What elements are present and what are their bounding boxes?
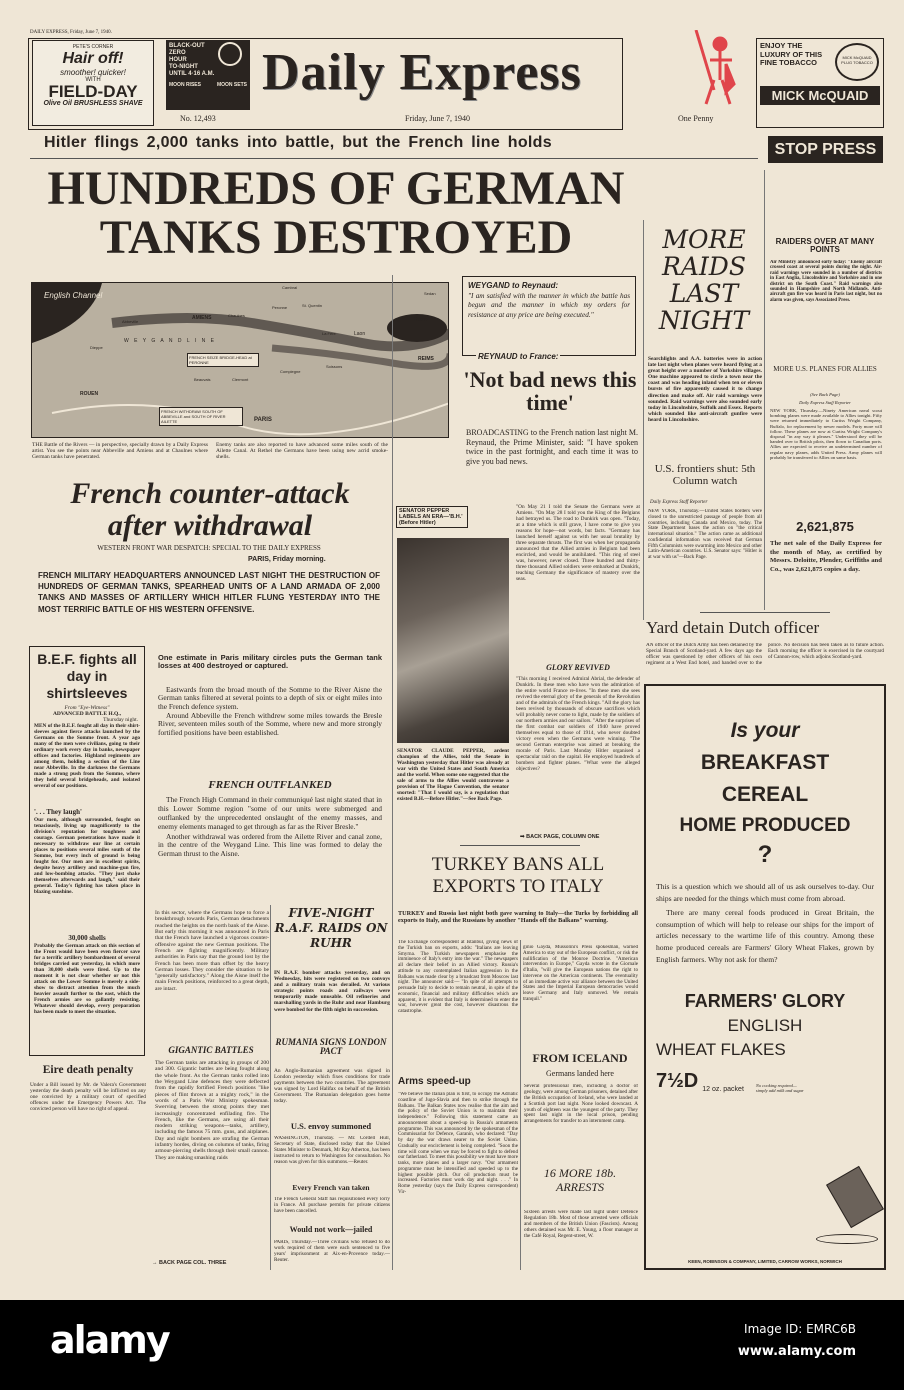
eire-headline: Eire death penalty xyxy=(42,1064,134,1076)
iceland-subhead: Germans landed here xyxy=(546,1069,614,1078)
counter-col2: The German tanks are attacking in groups of 200 and 300. Gigantic battles are being fought along the whole front. As the German tanks rolled into the Weygand Line defences they were deflected from the rapidly fortified French positions "like pieces of flint thrown at a mighty rock," in the words of a Paris War Ministry spokesman. Swerving between the strong points they met increasingly concentrated enfilading fire. The French, like the Germans, are using all their modern striking weapons—tanks, artillery, including the famous 75 mm. guns, and airplanes. Day and night bombers are strafing the German infantry hordes, diving on columns of tanks, firing armour-piercing shells through their small cannon. They are making smashing raids xyxy=(155,1060,269,1161)
reynaud-title: REYNAUD to France: xyxy=(478,352,559,361)
turkey-text2: "We believe the Italian plan is first, to occupy the Adriatic coastline of Jugo-Slavia and then to strike through the Balkans. The Balkan States now realise that the aim and the policy of the Soviet Union is to maintain their independence." Following this statement came an announcement about a speed-up in Russia's armaments programme. This was announced by the spokesman of the Commissariat for Defence, Garanin, who declared: "Day by day the war draws nearer to the Soviet Union. Gradually our encirclement is being completed. "Soon the time will come when we may be forced to fight to defend our fatherland. To meet this possibility we must have more tanks, more planes and a larger navy. "Our armament programme must be intensified and speeded up to the highest possible pitch. Our oil production must be increased. Factories must work day and night. . . ." In Rome yesterday (says the Daily Express correspondent) Vir- xyxy=(398,1092,518,1195)
reynaud-lead: BROADCASTING to the French nation last night M. Reynaud, the Prime Minister, said: "I have spoken twice in the past fortnight, and each time it was to give you bad news. xyxy=(466,428,638,466)
stock-footer xyxy=(0,1300,904,1390)
counter-p3-text: Around Abbeville the French withdrew some miles towards the Bresle River, seventeen miles south of the Somme, where new and more strongly fortified positions have been established. xyxy=(158,711,382,737)
blackout-l1: BLACK-OUT xyxy=(169,43,205,49)
battle-map xyxy=(31,282,449,438)
blackout-l3: HOUR xyxy=(169,56,187,63)
crusader-logo-icon xyxy=(690,30,738,108)
eire-text: Under a Bill issued by Mr. de Valera's Government yesterday the death penalty will be inflicted on any one convicted by a military court of specified offences under the Emergency Powers Act. The convicted person will have no right of appeal. xyxy=(30,1082,146,1113)
raf-text: IN R.A.F. bomber attacks yesterday, and on Wednesday, hits were registered on two convoys and a military train was derailed. At various strategic points roads and railways were temporarily made unusable. Oil refineries and marshalling yards in the Ruhr and near Hamburg were bombed for the fifth night in succession. xyxy=(274,970,390,1013)
cereal-ad-l2: BREAKFAST xyxy=(700,751,830,775)
raids-headline: MORE RAIDS LAST NIGHT xyxy=(658,225,750,335)
map-label: Dieppe xyxy=(90,345,103,350)
jump-label: BACK PAGE COL. THREE xyxy=(159,1260,227,1266)
counter-p2-text: Eastwards from the broad mouth of the Somme to the River Aisne the German tanks filtered at several points to a depth of six or eight miles into the French defence system. xyxy=(158,686,382,711)
cereal-ad-p2: There are many cereal foods produced in Great Britain, the consumption of which will help to release our ships for the import of articles necessary to the wartime life of this country. Among these home produced cereals are Farmers' Glory Wheat Flakes, grown by English farmers. Why not ask for them? xyxy=(656,907,874,964)
counter-col1: In this sector, where the Germans hope to force a breakthrough towards Paris, German detachments reached the heights on the north bank of the Aisne. But early this morning it was announced in Paris that the French have launched a vigorous counter-offensive against the new German positions. The French are fighting magnificently. Military authorities in Paris say that the ground lost by the French has been more than offset by the heavy German losses. They consider the situation to be "generally satisfactory." Along the Aisne itself the main French positions, reinforced to a great depth, are intact. xyxy=(155,910,269,992)
frontiers-headline: U.S. frontiers shut: 5th Column watch xyxy=(654,463,756,487)
map-label: ROUEN xyxy=(80,391,99,397)
dateline: PARIS, Friday morning. xyxy=(248,556,326,563)
bef-text2: Our men, although surrounded, fought on tenaciously, living up magnificently to the division's reputation for toughness and courage. German penetrations have made it necessary to withdraw our line at certain places to positions several miles south of the Somme, but every inch of ground is being fought for. Our men are in excellent spirits, despite heavy artillery and machine-gun fire, and low-bombing attacks. "They just shake themselves afterwards and laugh," said their general. Today's fighting has taken place in blazing sunshine. xyxy=(34,817,140,896)
map-label: Abbeville xyxy=(122,319,139,324)
bef-headline: B.E.F. fights all day in shirtsleeves xyxy=(37,651,137,701)
turkey-text3: ginio Gayda, Mussolini's Press spokesman, warned America to stay out of the European conflict, or risk the nullification of the Monroe Doctrine. "American intervention in Europe," Gayda wrote in the Giornale d'Italia, "will give the European nations the right to intervene on the American continents. The eventuality of an immediate active war alliance between the United States and the Imperial European democracies would leave Germany and Italy unmoved. We remain tranquil." xyxy=(523,945,638,1002)
gigantic-subhead: GIGANTIC BATTLES xyxy=(168,1045,254,1055)
map-label: La Fere xyxy=(322,331,336,336)
moon-sets: MOON SETS xyxy=(216,82,247,89)
issue-date: Friday, June 7, 1940 xyxy=(405,114,471,123)
main-headline-line1: HUNDREDS OF GERMAN xyxy=(47,162,625,215)
iceland-text: Several professional men, including a doctor of geology, were among German prisoners, detained after the British occupation of Iceland, who were landed at a Scottish port last night. None looked downcast. A youth of eighteen was the youngest of the party. They spent last night in the local prison, pending arrangements for transfer to an internment camp. xyxy=(524,1084,638,1125)
cereal-ad-l4: HOME PRODUCED xyxy=(679,815,851,837)
dutch-headline: Yard detain Dutch officer xyxy=(646,618,820,637)
alamy-url[interactable]: www.alamy.com xyxy=(737,1344,856,1359)
raids-text: Searchlights and A.A. batteries were in action late last night when planes were heard flying at a great height over a number of Yorkshire villages. One machine appeared to circle a town near the coast and was heading inland when ten or eleven bursts of fire apparently caused it to change direction and make off. Air raid warnings were sounded. Raid warnings were also sounded early today in Lincolnshire, Suffolk and Essex. Reports which sounded like anti-aircraft gunfire were heard in Lincolnshire. xyxy=(648,356,762,423)
pepper-label: SENATOR PEPPER LABELS AN ERA—'B.H.' (Before Hitler) xyxy=(396,506,468,528)
bef-sub1: '. . . They laugh' xyxy=(34,808,82,817)
counter-attack-headline xyxy=(30,478,390,541)
counter-p1: One estimate in Paris military circles puts the German tank losses at 400 destroyed or captured. xyxy=(158,654,382,671)
map-label: St. Quentin xyxy=(302,303,323,308)
map-label: Soissons xyxy=(326,364,343,369)
dutch-text: AN officer of the Dutch Army has been detained by the Special Branch of Scotland-yard. A few days ago the officer was questioned by other officers of his own regiment at a West End hotel, and handed over to the police. No decision has been taken as to future action. Each morning the officer is exercised in the courtyard of Cannon-row, which adjoins Scotland-yard. xyxy=(646,643,884,666)
cereal-ad-b3: WHEAT FLAKES xyxy=(656,1040,786,1060)
ad-field-day-l2: smoother! quicker! xyxy=(60,68,126,77)
map-label: AMIENS xyxy=(192,315,212,321)
dispatch-line: WESTERN FRONT WAR DESPATCH: SPECIAL TO THE DAILY EXPRESS xyxy=(97,544,321,552)
ad-field-day-l3: WITH xyxy=(85,77,101,83)
sale-text: The net sale of the Daily Express for the month of May, as certified by Messrs. Deloitte, Plender, Griffiths and Co., was 2,621,875 copies a day. xyxy=(770,540,882,574)
senator-pepper-photo xyxy=(397,538,509,743)
map-caption-left: THE Battle of the Rivers — in perspective, specially drawn by a Daily Express artist. You see the points near Abbeville and Amiens and at Chaulnes where German tanks have penetrated. xyxy=(32,442,208,461)
counter-p4-text: The French High Command in their communiqué last night stated that in this Lower Somme region "some of our units were submerged and outflanked by the unprecedented onslaught of the enemy masses, and enemy elements managed to get through as far as the River Bresle." xyxy=(158,796,382,831)
map-label: Chaulnes xyxy=(228,313,245,318)
map-callout: FRENCH WITHDRAW SOUTH OF ABBEVILLE and SOUTH OF RIVER AILETTE xyxy=(159,407,243,426)
weygand-quote: "I am satisfied with the manner in which the battle has begun and the manner in which my orders for resistance at any price are being executed." xyxy=(468,292,630,319)
reynaud-jump[interactable]: ➡ BACK PAGE, COLUMN ONE xyxy=(520,834,600,840)
counter-lead: FRENCH MILITARY HEADQUARTERS ANNOUNCED LAST NIGHT THE DESTRUCTION OF HUNDREDS OF GERMAN TANKS, SPEARHEAD UNITS OF A LAND ARMADA OF 2,000 TANKS AND MASSES OF ARTILLERY WHICH HITLER FLUNG YESTERDAY INTO THE MOST TERRIFIC BATTLE OF HIS WESTERN OFFENSIVE. xyxy=(38,571,380,614)
arrests-headline: 16 MORE 18b. ARRESTS xyxy=(543,1166,617,1195)
jailed-headline: Would not work—jailed xyxy=(289,1225,373,1234)
back-page-jump[interactable]: → BACK PAGE COL. THREE xyxy=(152,1260,227,1266)
outflanked-subhead: FRENCH OUTFLANKED xyxy=(208,779,332,791)
arrests-text: Sixteen arrests were made last night under Defence Regulation 18b. Most of those arrested were officials and members of the British Union (Fascists). Among others detained was Mr. E. Young, a floor manager at the Café Royal, Regent-street, W. xyxy=(524,1210,638,1239)
bef-text: MEN of the B.E.F. fought all day in their shirt-sleeves against fierce attacks launched by the Germans on the Somme front. A year ago many of the men were civilians, going to their ordinary work every day in banks, newspaper offices and factories. Highland regiments are among them, holding a section of the Line near Abbeville. In the darkness the Germans made a strong push from the Somme, where they held several bridgeheads, and isolated several of our positions. xyxy=(34,723,140,790)
counter-p4 xyxy=(158,796,382,904)
stop-press-text: Air Ministry announced early today: "Enemy aircraft crossed coast at several points during the night. Air-raid warnings were sounded in a number of districts in East Anglia, Lincolnshire and Yorkshire and in one district on the South Coast." Raid warnings also sounded in Hampshire and North Midlands. Anti-aircraft gun fire was heard in Paris last night, but no alarm was given, says Associated Press. xyxy=(770,260,882,303)
strap-headline: Hitler flings 2,000 tanks into battle, but the French line holds xyxy=(44,134,552,151)
ad-mick-mcquaid xyxy=(756,38,884,128)
cereal-ad-price: 7½D xyxy=(656,1070,699,1093)
bef-sub2: 30,000 shells xyxy=(68,934,106,943)
cereal-ad-l3: CEREAL xyxy=(721,783,809,807)
ad-mcq-l3: FINE TOBACCO xyxy=(760,58,817,68)
reynaud-jump-label: BACK PAGE, COLUMN ONE xyxy=(526,834,600,840)
planes-headline: MORE U.S. PLANES FOR ALLIES xyxy=(773,365,877,373)
stop-press-headline: RAIDERS OVER AT MANY POINTS xyxy=(775,237,875,255)
cereal-box-icon xyxy=(826,1166,884,1228)
cereal-ad-brand: FARMERS' GLORY xyxy=(684,990,846,1011)
map-caption-right: Enemy tanks are also reported to have advanced some miles south of the Ailette Canal. At Rethel the Germans have been using new acrid smoke-shells. xyxy=(216,442,388,461)
rumania-text: An Anglo-Rumanian agreement was signed in London yesterday which fixes conditions for trade payments between the two countries. The agreement was signed by Lord Halifax on behalf of the British Government. The Rumanian delegation goes home today. xyxy=(274,1068,390,1105)
cereal-ad-p1: This is a question which we should all of us ask ourselves to-day. Our ships are needed for the things which must come from abroad. xyxy=(656,882,874,904)
planes-see: (See Back Page) xyxy=(810,392,840,397)
van-text: The French General Staff has requisitioned every lorry in France. All purchase permits for private citizens have been cancelled. xyxy=(274,1197,390,1214)
blackout-box xyxy=(166,40,250,110)
turkey-lead: TURKEY and Russia last night both gave warning to Italy—the Turks by forbidding all exports to Italy, and the Russians by another "Hands off the Balkans" warning. xyxy=(398,910,638,924)
map-label: REIMS xyxy=(418,356,434,362)
blackout-l4: TO-NIGHT xyxy=(169,63,198,70)
moon-rises: MOON RISES xyxy=(169,82,201,89)
bef-box xyxy=(29,646,145,1056)
image-id: Image ID: EMRC6B xyxy=(744,1322,856,1336)
map-label: Compiegne xyxy=(280,369,301,374)
arms-subhead: Arms speed-up xyxy=(398,1076,471,1087)
map-label: Sedan xyxy=(424,291,436,296)
planes-byline: Daily Express Staff Reporter xyxy=(799,400,851,405)
ad-field-day-brand: FIELD-DAY xyxy=(48,82,138,101)
ad-mcq-brand: MICK McQUAID xyxy=(760,86,880,105)
reynaud-text: "On May 21 I told the Senate the Germans were at Amiens. "On May 28 I told you the King of the Belgians had betrayed us. The road to Dunkirk was open. "Today, at a time which is still grave, I have come to give you reasons for hope—not words, but facts. "Germany has launched herself against us with her usual brutality by three separate thrusts. The first was when her propaganda announced that the Allied armies in Belgium had been encircled, and would be annihilated. "This ring of steel was, however, never closed. Three hundred and thirty-three thousand Allied soldiers were embarked at Dunkirk, teaching Germany the significance of mastery over the seas. xyxy=(516,504,640,582)
blackout-l2: ZERO xyxy=(169,49,186,56)
frontiers-text: NEW YORK, Thursday.—United States borders were closed to the unrestricted passage of people from all countries, including Canada and Mexico, today. The State Department bases the action on "the critical international situation." The action came as additional confidential information was received that German Fifth Columnists were swarming into Mexico and other Latin-American countries. U.S. Senator says: "Hitler is at war with us"—Back Page. xyxy=(648,509,762,560)
reynaud-headline: 'Not bad news this time' xyxy=(463,367,637,416)
cereal-ad-note: No cooking required—simply add milk and sugar xyxy=(755,1083,804,1094)
map-label: PARIS xyxy=(254,417,272,423)
map-callout: FRENCH SEIZE BRIDGE-HEAD at PERONNE xyxy=(187,353,259,367)
main-headline-line2: TANKS DESTROYED xyxy=(99,211,573,265)
van-headline: Every French van taken xyxy=(292,1183,370,1192)
tobacco-tin-icon: MICK McQUAID PLUG TOBACCO xyxy=(835,43,879,81)
cereal-ad xyxy=(644,684,886,1270)
sale-figure: 2,621,875 xyxy=(796,519,854,534)
map-label: Peronne xyxy=(272,305,288,310)
main-headline xyxy=(30,164,642,263)
ad-mcq-l1: ENJOY THE xyxy=(760,41,803,50)
bef-from: From "Eye-Witness" xyxy=(64,705,110,712)
glory-subhead: GLORY REVIVED xyxy=(546,663,610,672)
issue-price: One Penny xyxy=(678,114,714,123)
issue-number: No. 12,493 xyxy=(180,114,216,123)
counter-p5-text: Another withdrawal was ordered from the Ailette River and canal zone, in the centre of the Weygand Line. This line was formed to delay the German thrust to the Aisne. xyxy=(158,831,382,859)
map-label: Beauvais xyxy=(194,377,211,382)
cereal-bowl-icon xyxy=(816,1234,878,1244)
turkey-text: The Exchange correspondent at Istanbul, giving news of the Turkish ban on exports, adds: "Italians are leaving Smyrna. The Turkish newspapers emphasise the imminence of Italy's entry into the war." The newspapers all declare their belief in an Allied victory. Russia's attitude to any contemplated Italian aggression in the Balkans was made clear by a broadcast from Moscow last night. The announcer said:— "In spite of all attempts to persuade Italy to decide to remain neutral, in spite of the economic, financial and military difficulties which are apparent, it is evident that Italy is determined to enter the war, however great the cost, however disastrous the catastrophe. xyxy=(398,940,518,1014)
bef-text3: Probably the German attack on this section of the Front would have been even fiercer save for a terrific artillery bombardment of several bridges carried out yesterday, in which more than 30,000 shells were fired. Up to the moment it is not clear whether or not this attack on the Lower Somme is merely a side-show to distract attention from the much heavier assault further to the east, which the French armies are so gallantly resisting. Whatever should develop, every preparation has been made to meet the situation. xyxy=(34,942,140,1015)
weygand-title: WEYGAND to Reynaud: xyxy=(468,281,559,290)
envoy-headline: U.S. envoy summoned xyxy=(290,1121,372,1131)
envoy-text: WASHINGTON, Thursday. — Mr. Cordell Hull, Secretary of State, disclosed today that the United States Minister to Denmark, Mr Ray Atherton, has been instructed to return to Washington for consultation. No reason was given for this summons.—Reuter. xyxy=(274,1136,390,1165)
counter-headline-2: after withdrawal xyxy=(107,508,313,542)
map-label: Laon xyxy=(354,331,366,337)
ad-field-day-tag: Olive Oil BRUSHLESS SHAVE xyxy=(43,100,143,107)
map-label: Clermont xyxy=(232,377,249,382)
counter-headline-1: French counter-attack xyxy=(70,477,350,510)
ad-field-day-top: PETE'S CORNER xyxy=(72,44,114,50)
folio: DAILY EXPRESS, Friday, June 7, 1940. xyxy=(30,30,112,35)
turkey-headline: TURKEY BANS ALL EXPORTS TO ITALY xyxy=(431,854,605,897)
cereal-ad-l5: ? xyxy=(757,841,773,869)
weygand-quote-box xyxy=(462,276,636,356)
cereal-ad-l1: Is your xyxy=(730,719,800,742)
reynaud-text2: "This morning I received Admiral Abrial, the defender of Dunkirk. In these men who have won the admiration of the entire world France re-lives. "In these men she sees revived the eternal glory of the generals of the Revolution and of the admirals of the French kings. "All the glory has been revived by thousands of obscure sacrifices which will probably never come to light, made by the soldiers of our northern armies and our sailors. "After the surprises of the first combat our soldiers of 1940 have proved themselves equal to those of 1914, who never doubted victory even when the Germans were winning. "The second German enterprise was aimed at breaking the morale of Paris. Last Monday Hitler organised a spectacular raid on the capital. He employed hundreds of bombers and fighter planes. "What were the alleged objectives? xyxy=(516,676,640,772)
stop-press-banner: STOP PRESS xyxy=(768,136,883,163)
bef-day: Thursday night. xyxy=(103,717,138,724)
map-label: English Channel xyxy=(44,291,103,300)
ad-field-day xyxy=(32,40,154,126)
cereal-ad-b2: ENGLISH xyxy=(727,1015,803,1035)
map-label: W E Y G A N D L I N E xyxy=(124,338,216,344)
frontiers-byline: Daily Express Staff Reporter xyxy=(650,500,708,505)
map-label: Cambrai xyxy=(282,285,298,290)
ad-mcq-l2: LUXURY OF THIS xyxy=(760,49,823,59)
pepper-caption: SENATOR CLAUDE PEPPER, ardent champion of the Allies, told the Senate in Washington yesterday that Hitler was already at war with the United States and South America and the world. When some one suggested that the sale of arms to the Allies would contravene a provision of The Hague Convention, the senator snorted: "That I would say, is a regulation that existed B.H.—Before Hitler."—See Back Page. xyxy=(397,748,509,802)
iceland-headline: FROM ICELAND xyxy=(532,1051,628,1065)
raf-headline: FIVE-NIGHT R.A.F. RAIDS ON RUHR xyxy=(274,906,388,950)
masthead-title: Daily Express xyxy=(262,44,582,101)
blackout-l5: UNTIL 4·16 A.M. xyxy=(169,70,215,77)
map-label: Rethel xyxy=(414,317,429,323)
planes-text: NEW YORK, Thursday.—Ninety American naval scout bombing planes were made available to Allies tonight. Fifty were returned immediately to Curtiss Wright Company, Buffalo, for replacement by newer models. Forty more will follow. These planes are now at Curtiss Wright Company's disposal "in any way it pleases." Understood they will be handed over to British pilots, then flown to Canadian ports. Allies are expected to receive an undetermined number of regular navy planes, adds United Press. Army planes will probably be transferred to Allies on same basis. xyxy=(770,408,882,460)
alamy-logo: alamy xyxy=(50,1318,169,1362)
clock-icon xyxy=(218,42,242,66)
counter-p2 xyxy=(158,686,382,776)
cereal-ad-size: 12 oz. packet xyxy=(702,1086,744,1094)
ad-field-day-l1: Hair off! xyxy=(62,50,124,67)
bef-hq: ADVANCED BATTLE H.Q., xyxy=(52,711,122,718)
cereal-ad-maker: KEEN, ROBINSON & COMPANY, LIMITED, CARROW WORKS, NORWICH xyxy=(688,1259,842,1264)
rumania-headline: RUMANIA SIGNS LONDON PACT xyxy=(275,1037,387,1057)
jailed-text: PARIS, Thursday.—Three civilians who refused to do work required of them were each sentenced to five years' imprisonment at Aix-en-Provence today.—Reuter. xyxy=(274,1240,390,1263)
